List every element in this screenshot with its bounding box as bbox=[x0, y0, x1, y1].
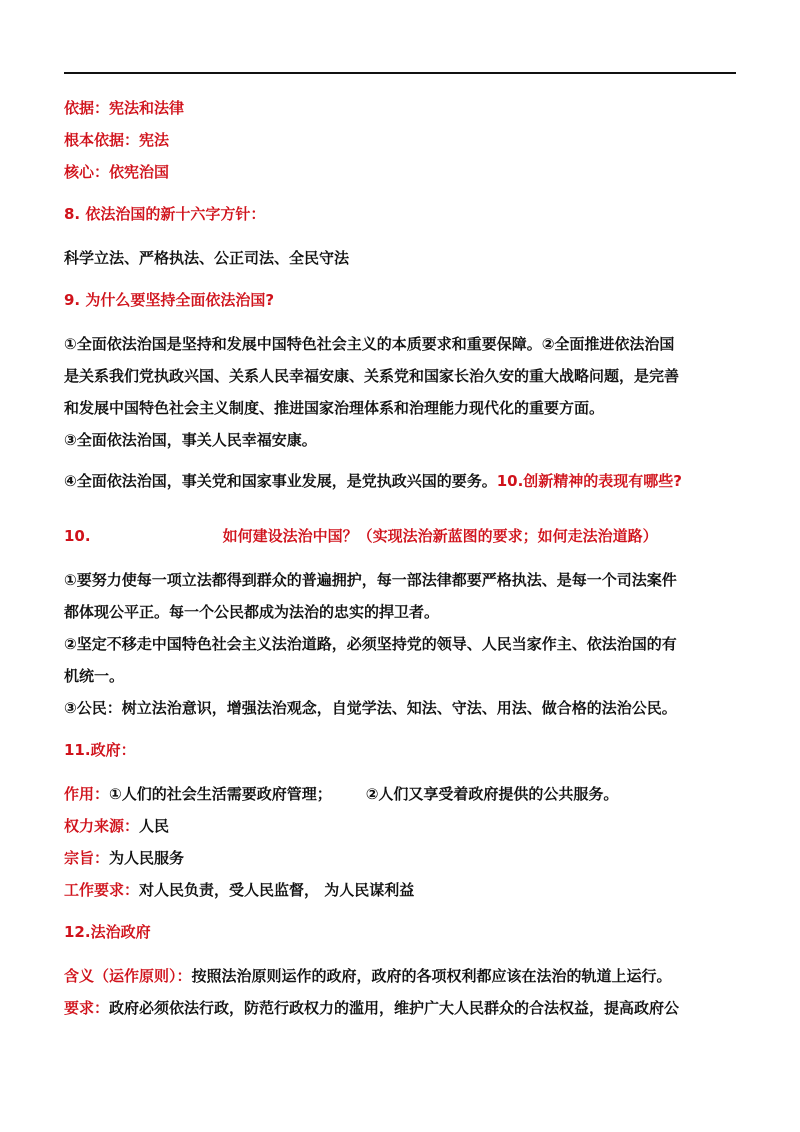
q11-purpose-line bbox=[64, 847, 744, 869]
core-line: 核心：依宪治国 bbox=[64, 163, 170, 181]
q12-meaning-label: 含义（运作原则）： bbox=[64, 967, 192, 985]
q10-paragraph-line: 都体现公平正。每一个公民都成为法治的忠实的捍卫者。 bbox=[64, 603, 440, 621]
q8-answer: 科学立法、严格执法、公正司法、全民守法 bbox=[64, 249, 350, 267]
q12-requirement-line bbox=[64, 997, 744, 1019]
basis-line: 依据：宪法和法律 bbox=[64, 99, 185, 117]
q9-paragraph-line bbox=[64, 470, 744, 492]
q11-source-value: 人民 bbox=[139, 817, 170, 835]
q10-heading-line bbox=[64, 525, 744, 547]
q11-role-1: ①人们的社会生活需要政府管理； bbox=[109, 785, 332, 803]
q9-paragraph-line: ①全面依法治国是坚持和发展中国特色社会主义的本质要求和重要保障。②全面推进依法治国 bbox=[64, 335, 675, 353]
q12-requirement-value: 政府必须依法行政，防范行政权力的滥用，维护广大人民群众的合法权益，提高政府公 bbox=[109, 999, 680, 1017]
q12-heading: 12.法治政府 bbox=[64, 923, 151, 941]
q11-work-line bbox=[64, 879, 744, 901]
q11-purpose-label: 宗旨： bbox=[64, 849, 110, 867]
q11-work-label: 工作要求： bbox=[64, 881, 140, 899]
q11-purpose-value: 为人民服务 bbox=[109, 849, 185, 867]
q9-point-4: ④全面依法治国，事关党和国家事业发展，是党执政兴国的要务。 bbox=[64, 472, 497, 490]
q11-role-label: 作用： bbox=[64, 785, 110, 803]
q12-meaning-line bbox=[64, 965, 744, 987]
q11-work-value: 对人民负责，受人民监督， 为人民谋利益 bbox=[139, 881, 415, 899]
q11-source-line bbox=[64, 815, 744, 837]
fundamental-basis-line: 根本依据：宪法 bbox=[64, 131, 170, 149]
q12-meaning-value: 按照法治原则运作的政府，政府的各项权利都应该在法治的轨道上运行。 bbox=[191, 967, 672, 985]
q11-heading: 11.政府： bbox=[64, 741, 136, 759]
q10-paragraph-line: ②坚定不移走中国特色社会主义法治道路，必须坚持党的领导、人民当家作主、依法治国的有 bbox=[64, 635, 677, 653]
q11-role-line bbox=[64, 783, 744, 805]
q12-requirement-label: 要求： bbox=[64, 999, 110, 1017]
q9-paragraph-line: 是关系我们党执政兴国、关系人民幸福安康、关系党和国家长治久安的重大战略问题，是完善 bbox=[64, 367, 680, 385]
q9-paragraph-line: 和发展中国特色社会主义制度、推进国家治理体系和治理能力现代化的重要方面。 bbox=[64, 399, 605, 417]
q10-paragraph-line: ③公民：树立法治意识，增强法治观念，自觉学法、知法、守法、用法、做合格的法治公民。 bbox=[64, 699, 677, 717]
q10-number: 10. bbox=[64, 527, 91, 545]
q11-source-label: 权力来源： bbox=[64, 817, 140, 835]
q11-role-2: ②人们又享受着政府提供的公共服务。 bbox=[365, 785, 619, 803]
q10-heading: 如何建设法治中国？（实现法治新蓝图的要求；如何走法治道路） bbox=[222, 527, 658, 545]
q9-heading: 9. 为什么要坚持全面依法治国? bbox=[64, 291, 275, 309]
q10-innovation-heading: 10.创新精神的表现有哪些? bbox=[496, 472, 682, 490]
q10-paragraph-line: ①要努力使每一项立法都得到群众的普遍拥护，每一部法律都要严格执法、是每一个司法案件 bbox=[64, 571, 677, 589]
q9-paragraph-line: ③全面依法治国，事关人民幸福安康。 bbox=[64, 431, 317, 449]
header-rule bbox=[64, 72, 736, 74]
q10-paragraph-line: 机统一。 bbox=[64, 667, 125, 685]
q8-heading: 8. 依法治国的新十六字方针： bbox=[64, 205, 266, 223]
